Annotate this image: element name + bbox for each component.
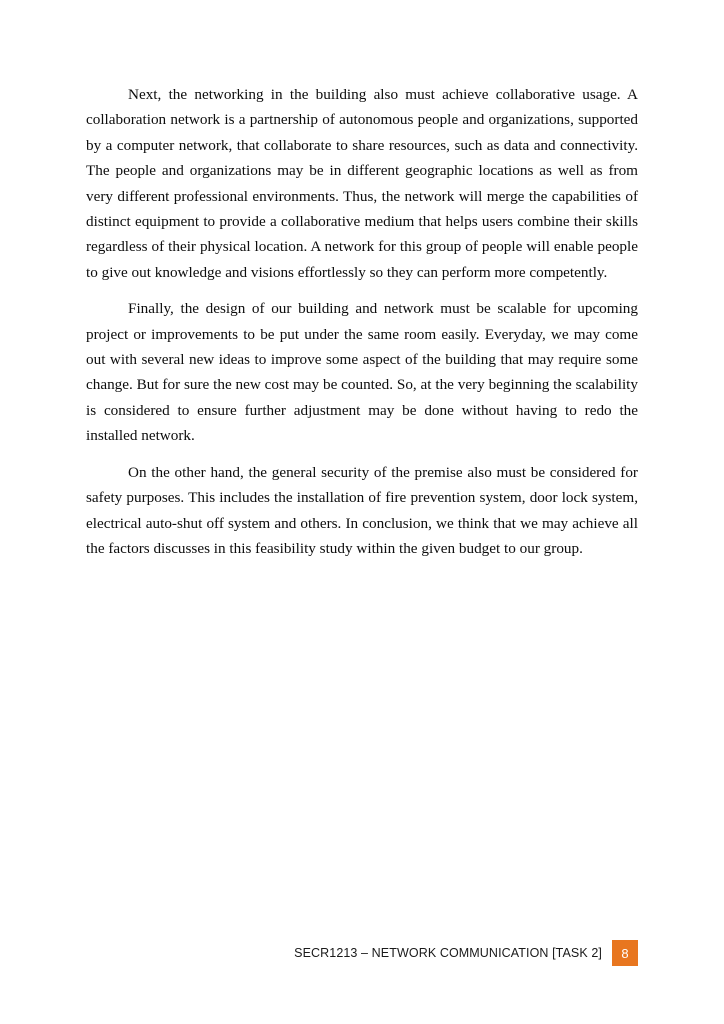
footer-label: SECR1213 – NETWORK COMMUNICATION [TASK 2] [294,946,602,960]
page-footer [0,928,724,1024]
paragraph: On the other hand, the general security of the premise also must be considered for safety purposes. This includes the installation of fire prevention system, door lock system, electrical auto-shut off system and others. In conclusion, we think that we may achieve all the factors discusses in this feasibility study within the given budget to our group. [86,463,638,557]
page-number-badge: 8 [612,940,638,966]
footer-content [294,940,638,966]
paragraph: Finally, the design of our building and network must be scalable for upcoming project or improvements to be put under the same room easily. Everyday, we may come out with several new ideas to improve some aspect of the building that may require some change. But for sure the new cost may be counted. So, at the very beginning the scalability is considered to ensure further adjustment may be done without having to redo the installed network. [86,300,638,445]
document-body [86,82,638,561]
paragraph: Next, the networking in the building also must achieve collaborative usage. A collaboration network is a partnership of autonomous people and organizations, supported by a computer network, that collaborate to share resources, such as data and connectivity. The people and organizations may be in different geographic locations as well as from very different professional environments. Thus, the network will merge the capabilities of distinct equipment to provide a collaborative medium that helps users combine their skills regardless of their physical location. A network for this group of people will enable people to give out knowledge and visions effortlessly so they can perform more competently. [86,86,638,281]
